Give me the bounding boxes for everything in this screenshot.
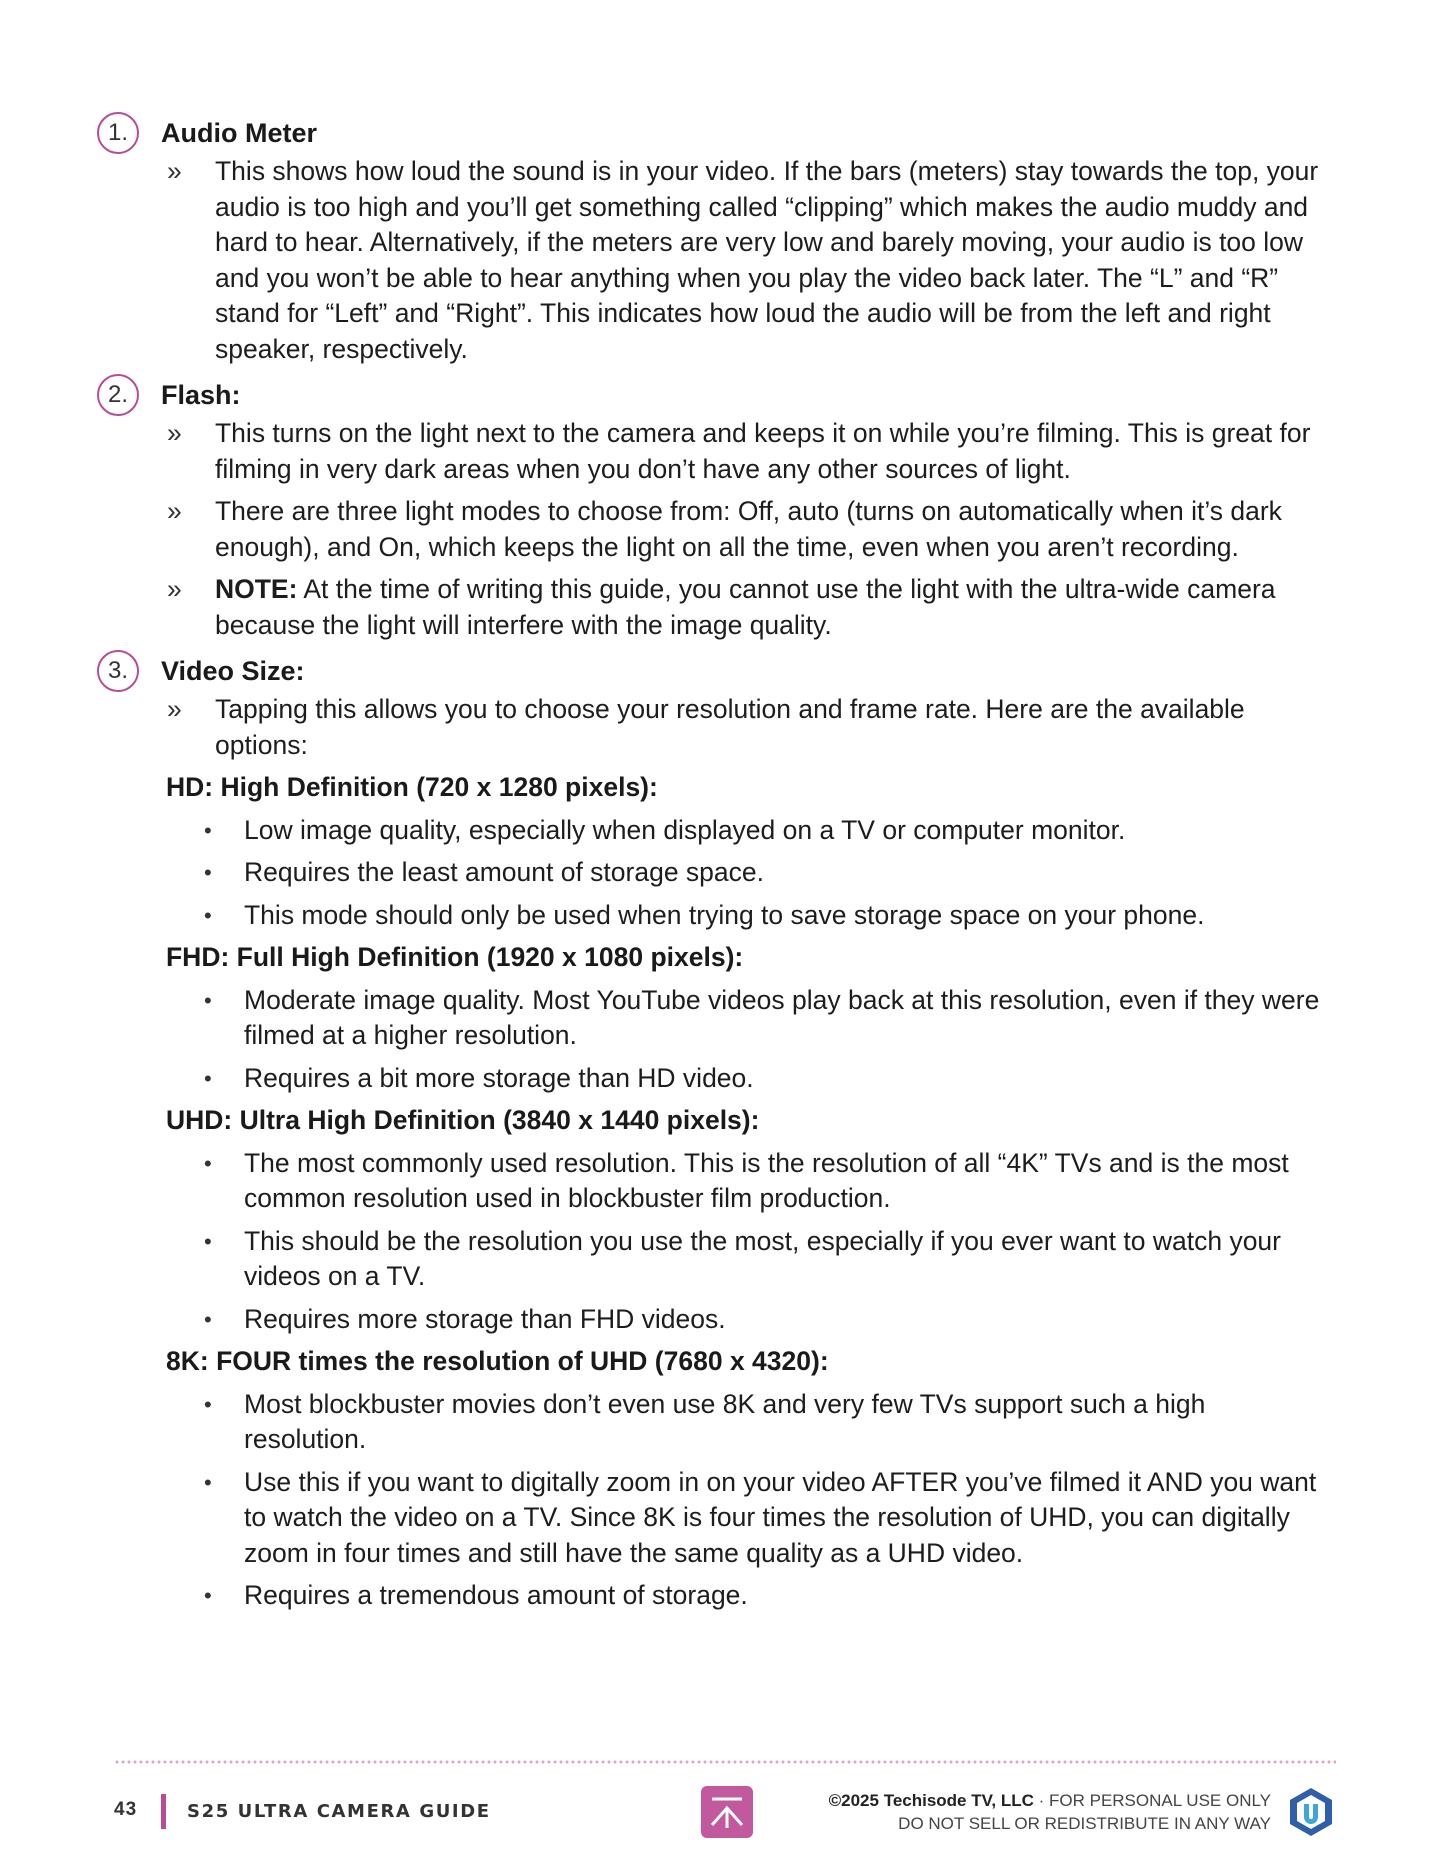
copyright-separator: · (1033, 1791, 1049, 1810)
section-header (97, 374, 1337, 416)
back-to-top-icon[interactable] (701, 1786, 753, 1838)
list-item-text: Requires the least amount of storage space. (244, 857, 764, 887)
list-item (97, 1224, 1337, 1295)
list-item (97, 983, 1337, 1054)
list-item-text: Use this if you want to digitally zoom in on your video AFTER you’ve filmed it AND you want to watch the video on a TV. Since 8K is four times the resolution of UHD, you can digitally zoom in four times and still have the same quality as a UHD video. (244, 1466, 1317, 1568)
chevron-bullet-icon: » (167, 574, 182, 604)
list-item-text: Requires a bit more storage than HD video. (244, 1062, 754, 1093)
section-number-badge: 1. (97, 112, 139, 154)
section-header (97, 650, 1337, 692)
list-item (97, 1465, 1337, 1572)
list-item (97, 1387, 1337, 1458)
dot-bullet-icon: • (204, 1583, 212, 1608)
list-item-text: Moderate image quality. Most YouTube videos play back at this resolution, even if they were filmed at a higher resolution. (244, 984, 1320, 1050)
section-number-badge: 2. (97, 374, 139, 416)
list-item-text: The most commonly used resolution. This is the resolution of all “4K” TVs and is the most common resolution used in blockbuster film production. (244, 1147, 1289, 1213)
note-text (215, 572, 1325, 643)
resolution-heading-uhd: UHD: Ultra High Definition (3840 x 1440 pixels): (166, 1105, 760, 1135)
section-audio-meter (97, 112, 1337, 367)
list-item-text: There are three light modes to choose from: Off, auto (turns on automatically when it’s dark enough), and On, which keeps the light on all the time, even when you aren’t recording. (215, 496, 1282, 562)
personal-use-text: FOR PERSONAL USE ONLY (1049, 1791, 1271, 1810)
chevron-bullet-icon: » (167, 418, 182, 448)
chevron-bullet-icon: » (167, 156, 182, 186)
resolution-heading-8k: 8K: FOUR times the resolution of UHD (7680 x 4320): (166, 1346, 829, 1376)
list-item (97, 416, 1337, 487)
dot-bullet-icon: • (204, 1469, 212, 1495)
list-item (97, 1061, 1337, 1097)
chevron-bullet-icon: » (167, 496, 182, 526)
list-item (97, 855, 1337, 891)
page-content (97, 112, 1337, 1621)
section-title: Flash: (161, 379, 241, 410)
list-item-text: This mode should only be used when trying to save storage space on your phone. (244, 899, 1205, 930)
note-label: NOTE: (215, 574, 298, 604)
list-item (97, 154, 1337, 367)
dot-bullet-icon: • (204, 1150, 212, 1176)
dot-bullet-icon: • (204, 902, 212, 928)
techisode-logo-icon (1287, 1786, 1335, 1838)
section-title: Audio Meter (161, 117, 318, 148)
chevron-bullet-icon: » (167, 694, 182, 724)
section-flash (97, 374, 1337, 643)
page-number: 43 (114, 1799, 138, 1820)
copyright-notice (829, 1789, 1271, 1835)
list-item-text: Requires a tremendous amount of storage. (244, 1580, 748, 1610)
list-item (97, 1302, 1337, 1338)
footer-accent-bar (161, 1794, 166, 1829)
section-number-badge: 3. (97, 650, 139, 692)
dot-bullet-icon: • (204, 1228, 212, 1254)
dot-bullet-icon: • (204, 1065, 212, 1091)
list-item-text: Requires more storage than FHD videos. (244, 1303, 726, 1334)
section-title: Video Size: (161, 655, 305, 686)
section-header (97, 112, 1337, 154)
list-item (97, 494, 1337, 565)
list-item-note (97, 572, 1337, 643)
dot-bullet-icon: • (204, 1391, 212, 1417)
redistribute-text: DO NOT SELL OR REDISTRIBUTE IN ANY WAY (898, 1814, 1271, 1833)
dot-bullet-icon: • (204, 860, 212, 885)
guide-title: S25 ULTRA CAMERA GUIDE (187, 1801, 491, 1822)
copyright-holder: ©2025 Techisode TV, LLC (828, 1791, 1034, 1810)
footer-divider (114, 1759, 1336, 1765)
dot-bullet-icon: • (204, 987, 212, 1013)
list-item (97, 1146, 1337, 1217)
list-item-text: This turns on the light next to the camera and keeps it on while you’re filming. This is great for filming in very dark areas when you don’t have any other sources of light. (215, 418, 1311, 484)
resolution-heading-fhd: FHD: Full High Definition (1920 x 1080 pixels): (166, 942, 744, 972)
list-item (97, 813, 1337, 849)
list-item (97, 692, 1337, 763)
list-item (97, 1578, 1337, 1614)
note-body: At the time of writing this guide, you cannot use the light with the ultra-wide camera because the light will interfere with the image quality. (215, 574, 1276, 640)
list-item-text: Low image quality, especially when displayed on a TV or computer monitor. (244, 814, 1126, 845)
list-item (97, 898, 1337, 934)
list-item-text: This should be the resolution you use the most, especially if you ever want to watch your videos on a TV. (244, 1225, 1281, 1291)
copyright-line (829, 1789, 1271, 1812)
list-item-text: Tapping this allows you to choose your resolution and frame rate. Here are the available options: (215, 694, 1245, 760)
list-item-text: This shows how loud the sound is in your video. If the bars (meters) stay towards the top, your audio is too high and you’ll get something called “clipping” which makes the audio muddy and hard to hear. Alternatively, if the meters are very low and barely moving, your audio is too low and you won’t be able to hear anything when you play the video back later. The “L” and “R” stand for “Left” and “Right”. This indicates how loud the audio will be from the left and right speaker, respectively. (215, 156, 1319, 364)
resolution-heading-hd: HD: High Definition (720 x 1280 pixels): (166, 772, 658, 802)
dot-bullet-icon: • (204, 817, 212, 843)
dot-bullet-icon: • (204, 1306, 212, 1332)
section-video-size (97, 650, 1337, 1614)
list-item-text: Most blockbuster movies don’t even use 8K and very few TVs support such a high resolution. (244, 1388, 1206, 1454)
